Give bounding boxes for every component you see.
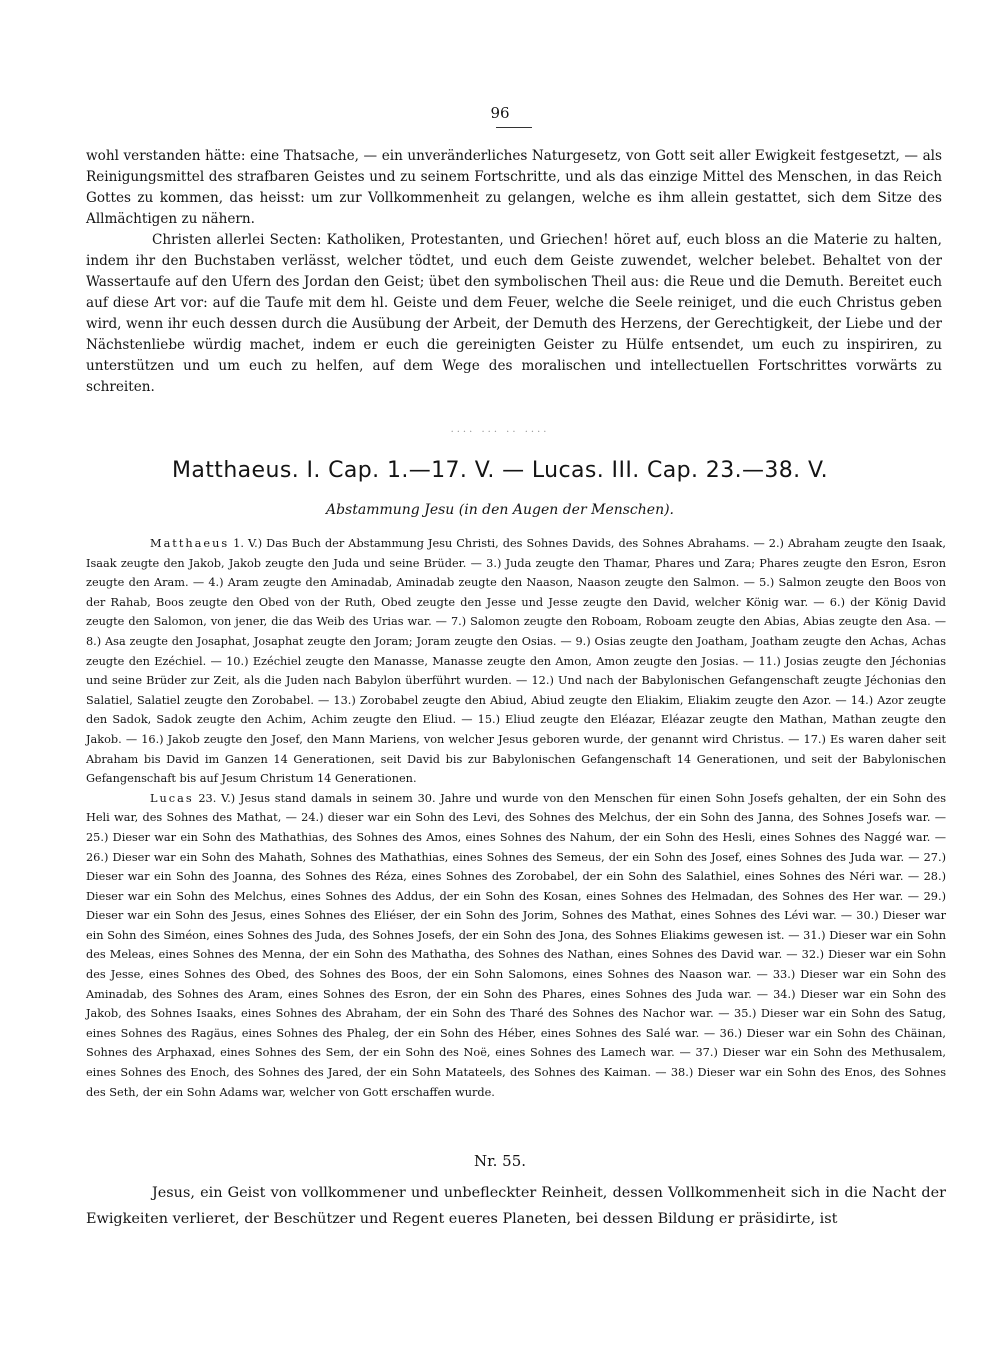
intro-paragraph-2: Christen allerlei Secten: Katholiken, Protestanten, und Griechen! höret auf, euch bloss an die Materie zu halten, indem ihr den Buchstaben verlässt, welcher tödtet, und euch dem Geiste zuwendet, welcher belebet. Behaltet von der Wassertaufe auf den Ufern des Jordan den Geist; übet den symbolischen Theil aus: die Reue und die Demuth. Bereitet euch auf diese Art vor: auf die Taufe mit dem hl. Geiste und dem Feuer, welche die Seele reiniget, und die euch Christus geben wird, wenn ihr euch dessen durch die Ausübung der Arbeit, der Demuth des Herzens, der Gerechtigkeit, der Liebe und der Nächstenliebe würdig machet, indem er euch die gereinigten Geister zu Hülfe entsendet, um euch zu inspiriren, zu unterstützen und um euch zu helfen, auf dem Wege des moralischen und intellectuellen Fortschrittes vorwärts zu schreiten. <box>86 232 942 395</box>
section-ornament: ···· ··· ·· ···· <box>450 427 550 438</box>
intro-text <box>86 146 942 398</box>
lucas-body: 23. V.) Jesus stand damals in seinem 30. Jahre und wurde von den Menschen für einen Sohn Josefs gehalten, der ein Sohn des Heli war, des Sohnes des Mathat, — 24.) dieser war ein Sohn des Levi, des Sohnes des Melchus, der ein Sohn des Janna, des Sohnes Josefs war. — 25.) Dieser war ein Sohn des Mathathias, des Sohnes des Amos, eines Sohnes des Nahum, der ein Sohn des Hesli, eines Sohnes des Naggé war. — 26.) Dieser war ein Sohn des Mahath, Sohnes des Mathathias, eines Sohnes des Semeus, der ein Sohn des Josef, eines Sohnes des Juda war. — 27.) Dieser war ein Sohn des Joanna, des Sohnes des Réza, eines Sohnes des Zorobabel, der ein Sohn des Salathiel, eines Sohnes des Néri war. — 28.) Dieser war ein Sohn des Melchus, eines Sohnes des Addus, der ein Sohn des Kosan, eines Sohnes des Helmadan, des Sohnes des Her war. — 29.) Dieser war ein Sohn des Jesus, eines Sohnes des Eliéser, der ein Sohn des Jorim, Sohnes des Mathat, eines Sohnes des Lévi war. — 30.) Dieser war ein Sohn des Siméon, eines Sohnes des Juda, des Sohnes Josefs, der ein Sohn des Jona, des Sohnes Eliakims gewesen ist. — 31.) Dieser war ein Sohn des Meleas, eines Sohnes des Menna, der ein Sohn des Mathatha, des Sohnes des Nathan, eines Sohnes des David war. — 32.) Dieser war ein Sohn des Jesse, eines Sohnes des Obed, des Sohnes des Boos, der ein Sohn Salomons, eines Sohnes des Naason war. — 33.) Dieser war ein Sohn des Aminadab, des Sohnes des Aram, eines Sohnes des Esron, der ein Sohn des Phares, eines Sohnes des Juda war. — 34.) Dieser war ein Sohn des Jakob, des Sohnes Isaaks, eines Sohnes des Abraham, der ein Sohn des Tharé des Sohnes des Nachor war. — 35.) Dieser war ein Sohn des Satug, eines Sohnes des Ragäus, eines Sohnes des Phaleg, der ein Sohn des Héber, eines Sohnes des Salé war. — 36.) Dieser war ein Sohn des Chäinan, Sohnes des Arphaxad, eines Sohnes des Sem, der ein Sohn des Noë, eines Sohnes des Lamech war. — 37.) Dieser war ein Sohn des Methusalem, eines Sohnes des Enoch, des Sohnes des Jared, der ein Sohn Matateels, des Sohnes des Kaiman. — 38.) Dieser war ein Sohn des Enos, des Sohnes des Seth, der ein Sohn Adams war, welcher von Gott erschaffen wurde. <box>86 791 946 1099</box>
matthaeus-body: 1. V.) Das Buch der Abstammung Jesu Christi, des Sohnes Davids, des Sohnes Abrahams. — 2.) Abraham zeugte den Isaak, Isaak zeugte den Jakob, Jakob zeugte den Juda und seine Brüder. — 3.) Juda zeugte den Thamar, Phares und Zara; Phares zeugte den Esron, Esron zeugte den Aram. — 4.) Aram zeugte den Aminadab, Aminadab zeugte den Naason, Naason zeugte den Salmon. — 5.) Salmon zeugte den Boos von der Rahab, Boos zeugte den Obed von der Ruth, Obed zeugte den Jesse und Jesse zeugte den David, welcher König war. — 6.) der König David zeugte den Salomon, von jener, die das Weib des Urias war. — 7.) Salomon zeugte den Roboam, Roboam zeugte den Abias, Abias zeugte den Asa. — 8.) Asa zeugte den Josaphat, Josaphat zeugte den Joram; Joram zeugte den Osias. — 9.) Osias zeugte den Joatham, Joatham zeugte den Achas, Achas zeugte den Ezéchiel. — 10.) Ezéchiel zeugte den Manasse, Manasse zeugte den Amon, Amon zeugte den Josias. — 11.) Josias zeugte den Jéchonias und seine Brüder zur Zeit, als die Juden nach Babylon überführt wurden. — 12.) Und nach der Babylonischen Gefangenschaft zeugte Jéchonias den Salatiel, Salatiel zeugte den Zorobabel. — 13.) Zorobabel zeugte den Abiud, Abiud zeugte den Eliakim, Eliakim zeugte den Azor. — 14.) Azor zeugte den Sadok, Sadok zeugte den Achim, Achim zeugte den Eliud. — 15.) Eliud zeugte den Eléazar, Eléazar zeugte den Mathan, Mathan zeugte den Jakob. — 16.) Jakob zeugte den Josef, den Mann Mariens, von welcher Jesus geboren wurde, der genannt wird Christus. — 17.) Es waren daher seit Abraham bis David im Ganzen 14 Generationen, seit David bis zur Babylonischen Gefangenschaft 14 Generationen, und seit der Babylonischen Gefangenschaft bis auf Jesum Christum 14 Generationen. <box>86 537 946 786</box>
section-subheading: Abstammung Jesu (in den Augen der Menschen). <box>325 502 675 518</box>
page-number-rule <box>496 127 532 128</box>
genealogy-text <box>86 534 946 1102</box>
intro-paragraph-1: wohl verstanden hätte: eine Thatsache, — ein unveränderliches Naturgesetz, von Gott seit aller Ewigkeit festgesetzt, — als Reinigungsmittel des strafbaren Geistes und zu seinem Fortschritte, und als das einzige Mittel des Menschen, in das Reich Gottes zu kommen, das heisst: um zur Vollkommenheit zu gelangen, welche es ihm allein gestattet, sich dem Sitze des Allmächtigen zu nähern. <box>86 148 942 227</box>
closing-text <box>86 1180 946 1232</box>
section-heading: Matthaeus. I. Cap. 1.—17. V. — Lucas. III. Cap. 23.—38. V. <box>172 458 828 483</box>
lucas-reference: Lucas <box>150 791 194 805</box>
closing-paragraph: Jesus, ein Geist von vollkommener und unbefleckter Reinheit, dessen Vollkommenheit sich in die Nacht der Ewigkeiten verlieret, der Beschützer und Regent eueres Planeten, bei dessen Bildung er präsidirte, ist <box>86 1185 946 1227</box>
page-number: 96 <box>490 104 510 122</box>
matthaeus-reference: Matthaeus <box>150 537 230 550</box>
lucas-paragraph <box>86 789 946 1103</box>
matthaeus-paragraph <box>86 534 946 789</box>
number-heading: Nr. 55. <box>473 1152 527 1170</box>
